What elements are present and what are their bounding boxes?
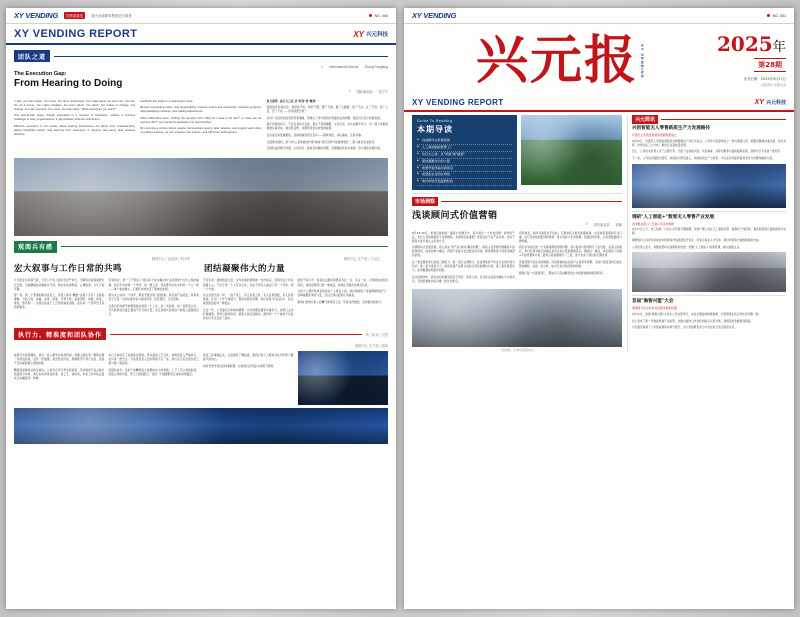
paragraph: Beyond completing tasks, real responsibility involves end-to-end ownership—tracking progress, acknowledging missteps, and making adjustments. [140,106,262,114]
article-col-1 [14,97,135,154]
byline-dept-en: International Director [329,65,359,69]
front-page-main [412,115,786,352]
s3-col-4 [298,351,389,405]
photo-banner-blue [14,408,388,444]
page-right [404,8,794,609]
headline-right-s2: 团结凝聚伟大的力量 [204,263,286,274]
paragraph: 与会嘉宾参观了公司智能制造车间与展厅，对公司的研发实力与交付能力表示高度认可。 [631,326,737,330]
divider [412,193,622,194]
guide-item[interactable]: ◆ 人工智能赋能智慧工厂 [417,145,512,152]
photo-signing-ceremony [412,289,622,347]
paragraph: 当困难出现时，把"为什么是我做这件事"换成"我们怎样才能做得更好"，阻力就会变成机会。 [266,140,377,144]
nameplate-meta [714,28,786,87]
photo-row-1 [14,158,388,236]
news-item2-subtitle: 省市相关部门一行到公司走访调研 [631,221,674,226]
byline-arrow-icon-market: > [585,222,588,227]
paragraph: 比完成任务更重要的，是端到端的责任意识——跟踪进度、承认偏差、及时纠偏。 [266,134,364,138]
paragraph: 这一转变要求我们具备三种能力：第一是行业洞察力，能讲清楚客户所在行业的趋势与机会；第二是方案设计力，能把标准产品组合成贴合场景的解决方案；第三是价值量化力，能用数据说明投资回报。 [412,261,515,273]
topbar-page-number-right [767,14,786,18]
byline-cn [14,89,388,94]
paragraph: 会上，公司技术负责人作了主题分享，介绍了在智能识别、动态称重、远程运维等方面的最新成果，获得与会专家的一致好评。 [631,150,783,154]
front-left-column [412,115,622,352]
market-col-2 [519,229,622,286]
paragraph: 当团队成员敢于沟通、主动担当、彼此支持解决问题，意图就能转化为成效，努力就能成就价值。 [266,147,383,151]
paragraph: 价值营销不是话术的堆砌，而是真诚地站在客户立场思考问题。当客户感受到我们是在帮他赚钱、省钱、省心时，成交只是自然而然的结果。 [518,261,622,269]
market-headline: 浅谈顾问式价值营销 [412,211,498,222]
headline-kicker: The Execution Gap: [14,71,67,77]
report-bar [404,96,794,112]
brand-logo-latin: XY VENDING [14,11,59,20]
paragraph: 公司负责人表示，将继续坚持以创新驱动发展，把握"人工智能+"政策机遇，做大做强主业。 [631,245,742,249]
left-topbar [6,8,396,24]
guide-list [417,138,512,186]
s3-col-3 [203,351,294,405]
guide-item[interactable]: ◆ 执行力之差：从"听到"到"做到" [417,152,512,159]
report-bar-title: XY VENDING REPORT [412,98,504,107]
guide-item[interactable]: ◆ 质量是企业的生命线 [417,172,512,179]
market-badge: 市场洞察 [412,197,438,206]
guide-item[interactable]: ◆ 海外市场开拓进展纪实 [417,179,512,186]
paragraph: 阅兵式上的每一个动作，都是无数次练习的结果。我们的产品质量，同样来自于日复一日的标准作业与持续改进。没有捷径，只有坚持。 [108,294,199,302]
masthead-logo [353,30,388,39]
market-section-header [412,197,622,206]
news-badge: 兴元简讯 [632,115,658,124]
paragraph: 会上发布了新一代智能终端产品矩阵，并推出面向合作伙伴的联合运营计划，现场签约金额再创新高。 [631,319,754,323]
nameplate-year-row [717,34,786,56]
article-columns-1 [14,97,388,154]
paragraph: 九月的北京秋高气爽，天安门广场上阅兵式庄严举行。当钢铁洪流滚滚驶过长安街，当战鹰编队呼啸掠过天际，我坐在电视机前，心潮澎湃，久久不能平静。 [14,279,105,291]
logo-cn-name: 兴元科技 [365,32,388,38]
photo-conference-award [632,164,786,208]
article-col-3 [267,97,388,154]
right-topbar [404,8,794,24]
headline-left-s2: 宏大叙事与工作日常的共鸣 [14,263,123,274]
paragraph: 我们在华东区的一个实践案例很说明问题。客户最初只想采购几十台设备，在深入沟通后，我们发现其真正的痛点是多点位运营的数据孤岛。围绕这一痛点，我们提供了终端+平台的整体方案，最终合同金额提升了三倍，客户也成了我们的长期伙伴。 [518,246,622,258]
s3-col-2 [109,351,200,405]
paragraph: 所谓顾问式价值营销，核心是从"卖产品"转向"解决问题"。销售人员需要先理解客户的经营场景、成本结构与痛点，再用产品能力去匹配这些需求，最终帮助客户创造可衡量的价值。 [412,246,515,258]
paragraph: This well-known quote, though expressed in a moment of frustration, reflects a common challenge in many organizations: a gap between intention and action. [14,114,136,122]
reading-guide-box[interactable] [412,115,517,190]
byline-s3: 制造中心 生产部 / 范伟 [355,344,388,349]
byline-arrow-icon-cn: > [348,89,351,93]
paragraph: 9月22日，中国无人零售装备智造创新联盟在广州正式成立，公司作为发起单位之一参与筹建工作。联盟将聚焦标准共建、技术共研、市场共拓三大方向，推动行业高质量发展。 [631,139,786,147]
paragraph: 在企业里也是一样。一条产线上，有人负责上料，有人负责装配，有人负责检测，任何一个环节掉链子，整条线都会停摆。我们常说"补位意识"，其实就是团结的另一种表达。 [203,294,294,306]
paragraph: 精准度是制造业的生命线。公差零点零几毫米的差别，可能就是产品合格与报废的分水岭。我们在车间里谈标准、谈工艺、谈检具，本质上和方队反复校正步幅是同一件事。 [14,368,105,380]
paragraph: 团结不是口号，而是在关键时刻愿意多扛一点、多走一步。它体现在加班的深夜，体现在跨部门的一通电话，体现在无数次的相互托底。 [297,279,388,287]
page-left [6,8,396,609]
brand-logo-latin-right: XY VENDING [412,11,457,20]
photo-stage-event [298,351,389,405]
paragraph: 真正有效的执行，不仅仅是听从安排，更在于深刻理解、主动行动、并从结果中学习。每一项工作都需要被认真对待、被及时反馈，并最终带来实质性的成果。 [266,123,388,131]
bullet-icon [369,14,372,17]
masthead-title: XY VENDING REPORT [14,28,138,40]
paragraph: 而团队协作，是把个体精度放大成整体实力的乘数。上下工序之间的衔接、班组之间的交接、部门之间的配合，任何一个缝隙都会让成本悄悄溜走。 [108,368,199,376]
guide-title-cn: 本期导读 [417,125,453,134]
news-item3-title[interactable]: 首届"淘智兴盟"大会 [631,299,674,305]
nameplate [412,28,709,94]
paragraph: 当我们把对细节的敬畏落实到每一个工位、每一次检验、每一张报表上时，平凡的岗位也能汇聚成不平凡的力量。这正是阅兵给我这个制造人最深的启示。 [108,304,199,316]
section-rule-green [61,246,388,247]
paragraph: 在实际操作中，我们常犯的错误是急于报价。报价之前，应该先完成需求确认与方案共识，否则价格就会成为唯一的讨论焦点。 [412,275,515,283]
bullet-icon-right [767,14,770,17]
photo-caption: 大会现场 · 合作伙伴签约仪式 [500,349,534,353]
logo-mark-icon-right: XY [754,99,764,106]
section2-titles [14,262,388,274]
topbar-chip: 国资委重组 [66,14,84,18]
page-number-text-right: NO. 001 [772,13,786,18]
section-badge-execution: 执行力、精准度和团队协作 [14,328,106,340]
section-header-parade [14,241,388,253]
paragraph: 我最怕对你讲这些：我说你不听，你听不懂，懂了不做，做了又做错，错了不认，认了不改，改了又怨，怨了不说……你到底想怎样？ [266,106,388,114]
section-header-execution [14,328,388,340]
paragraph: 坦率地说，顾问式销售并不轻松。它要求投入更多前期时间，也意味着更高的专业门槛。但它带来的回报同样明显：更长的客户生命周期、更高的续约率，以及更稳固的口碑传播。 [518,231,622,243]
paragraph: 把这三件事做扎实，企业就有了硬底盘。愿我们每个人都成为队列中那个踏准节拍的人。 [203,354,294,362]
divider-3 [632,295,786,296]
section-badge-parade: 观阅兵有感 [14,241,57,253]
news-section-header [632,115,786,124]
news-lead-subtitle: 中国无人零售装备智造创新联盟成立 [631,133,677,138]
nameplate-date: 出刊日期：2025年9月27日 [743,77,786,81]
paragraph: 愿我们把阅兵场上的精气神带回工位，带着这份团结，走向更远的地方。 [297,300,384,304]
market-dept: 国内事业部 [593,223,610,228]
paragraph: 愿我们每一位销售同仁，都能从产品讲解员成长为值得信赖的经营顾问。 [518,271,606,275]
nameplate-year-suffix: 年 [772,40,786,55]
paragraph: 执行力则决定了标准能否落地。再完美的工艺文件，如果没有人严格执行，也只是一纸空文。方队里没有人因为累就少走一步，我们也不应该因为赶工就少做一道检验。 [108,354,199,366]
s2-col-2 [109,277,200,324]
logo-cn-name-right: 兴元科技 [765,100,786,106]
subheading: 原文说明：执行力之差 从"听到"到"做到" [266,99,317,103]
nameplate-year: 2025 [717,32,773,56]
photo-row-2 [14,408,388,444]
headline-english [14,71,388,89]
paragraph: 向所有坚守岗位的同事致敬，也向我们共同奋斗的明天致敬。 [203,364,276,368]
s3-col-1 [14,351,105,405]
paragraph: 过去一年，公司面对订单结构调整、交付周期压缩等多重压力，各部门主动打破墙壁，研发与制造协同，销售与供应链联动，最终把一个个看似不可能的交付节点变成了现实。 [203,308,294,320]
nameplate-issue: 第28期 [754,58,786,72]
byline-author-en: Zhang Fangfang [364,65,388,69]
photo-parade-crowd [14,158,388,236]
paragraph: feedback and leads to a meaningful result. [140,99,194,103]
paragraph: 千百年来，团结就是力量，这句朴素的道理被一次次验证。受阅方队之所以震撼人心，不在于某一个人有多出色，而在于所有人做到了同一个节拍、同一个方向。 [203,279,294,291]
guide-item[interactable]: ◆ 智慧零售终端与新场景 [417,166,512,173]
paragraph: "I talk, you don't listen. You listen, but don't understand. You understand, but won't act. You act, but do it wrong. You make mistakes, but won't admit. You admit, but refuse to change. You change, but stay resentful. You moan, but stay silent." What exactly do you want?" [14,99,136,111]
news-rule [661,119,786,120]
guide-item[interactable]: ◆ 浅谈顾问式价值营销 [417,138,512,145]
headline-main: From Hearing to Doing [14,78,123,89]
guide-item[interactable]: ◆ 团结凝聚伟大的力量 [417,159,512,166]
s2-col-3 [203,277,294,324]
section-rule-red [110,334,362,335]
section3-columns [14,351,388,405]
paragraph: 那一刻，我一个普通的制造业员工，突然之间对"精度"这两个字有了全新的理解。方队行进，步幅、步速、排面，分毫不差；装备列阵，间距、角度、速度，整齐划一。这背后是成千上万次的重复训练，是对每一个细节近乎苛刻的要求。 [14,294,105,310]
nameplate-side-text: XY VENDING [640,43,645,79]
section-tag: 观《阅兵》有感 [365,332,388,337]
report-bar-logo [755,99,786,106]
topbar-page-number [369,14,388,18]
paragraph: 9月11日，首届"淘智兴盟"大会在公司总部举行，来自全国各地的渠道商、运营商和生态合作伙伴齐聚一堂。 [631,313,761,317]
paragraph: 8月29-30日，和我们参加的一届客户沟通会中，客户提出一个共性问题：同样的产品，为什么有的销售谈下来很顺利，有的却处处碰壁？答案往往不在产品本身，而在于销售与客户建立关系的方式。 [412,231,515,243]
section-badge-team: 团队之道 [14,50,50,62]
byline-left-s2: 制造中心 / 品质部 / 刘小军 [151,256,190,261]
paragraph: 当每个人都把集体目标放在个人得失之前，我们就拥有了穿越周期的底气。这种凝聚起来的力量，足以让我们面对任何挑战。 [297,290,388,298]
front-right-column [627,115,786,352]
nameplate-area [404,24,794,96]
byline-dept-cn: 国际事业部 [356,90,373,94]
divider-2 [632,211,786,212]
market-rule [441,201,622,202]
paragraph: 调研组对公司近年来的技术积累和市场表现给予肯定，并表示将在人才引进、项目申报等方面继续提供支持。 [631,239,762,243]
news-item3-subtitle: 渠道商与生态伙伴共话新零售新机遇 [631,306,677,311]
byline-right-s2: 制造中心 生产部 / 王汉江 [344,256,380,261]
topbar-subtitle: 成为全球新零售智造引领者 [91,14,132,18]
section-header-team [14,50,388,62]
nameplate-flag: 内部资料 免费交流 [761,83,786,87]
news-item2-title[interactable]: 调研"人工智能+"数智无人零售产业发展 [631,214,715,220]
paragraph: By nurturing a culture where people communicate openly, take initiative, and support each other in problem-solving, we turn intention into impact—and effort into achievement. [140,127,262,135]
section2-columns [14,277,388,324]
paragraph: When difficulties occur, shifting the question from "Why do I have to do this?" to "How can we improve this?" can transform obstacles into opportunities. [140,116,262,124]
paragraph: 回到岗位，我一下子明白了我们每天挂在嘴边的"品质管控"为什么如此重要。我们手中的每一个零件、每一道工序，其实都和方队中的每一个人一样——单个看似渺小，汇聚起来却决定了整体的成败。 [108,279,199,291]
photo-research-visit [632,252,786,292]
paragraph: 这句广为流传的话虽然带着情绪，却道出了许多组织中普遍存在的问题：想法与行动之间的落差。 [266,116,383,120]
logo-mark-icon: XY [353,29,364,39]
byline-en [14,65,388,69]
guide-title-en: Guide To Reading [417,119,453,123]
paragraph: 下一步，公司将以联盟为纽带，持续加大研发投入，加快新质生产力培育，为行业伙伴提供更具竞争力的整体解决方案。 [631,157,775,161]
paragraph: Effective execution is not merely about hearing instructions—it's about truly understanding, taking thoughtful action, and learning from outcomes. It requires that every task receives attentive [14,124,136,136]
market-photo-wrap [412,289,622,352]
photo-factory-aerial [521,115,621,185]
nameplate-title: 兴元报 [475,30,638,91]
news-lead-title[interactable]: 兴创智能无人零售新质生产力发展路径 [631,126,711,131]
market-columns [412,229,622,286]
s2-col-1 [14,277,105,324]
section-rule [54,56,388,57]
byline-author-cn: 张方方 [378,90,388,94]
s2-col-4 [298,277,389,324]
market-col-1 [412,229,515,286]
market-byline [412,222,622,227]
left-masthead [6,24,396,45]
paragraph: 看阅兵式的直播时，我们一家人都守在电视机前。屏幕上的队列一眼望去像一条笔直的线，没有一丝摇摆。我忽然意识到，那种整齐不是天生的，而是千百次重复堆出来的结果。 [14,354,105,366]
paragraph: 9月17日上午，市工信局一行到公司开展专题调研，详细了解公司在人工智能应用、数智化产线改造、柔性制造等方面的探索与实践。 [631,228,786,236]
page-number-text: NO. 004 [374,13,388,18]
market-author: 张敏 [615,223,622,228]
byline-arrow-icon: > [321,65,323,69]
article-col-2 [140,97,261,154]
guide-and-photo [412,115,622,190]
